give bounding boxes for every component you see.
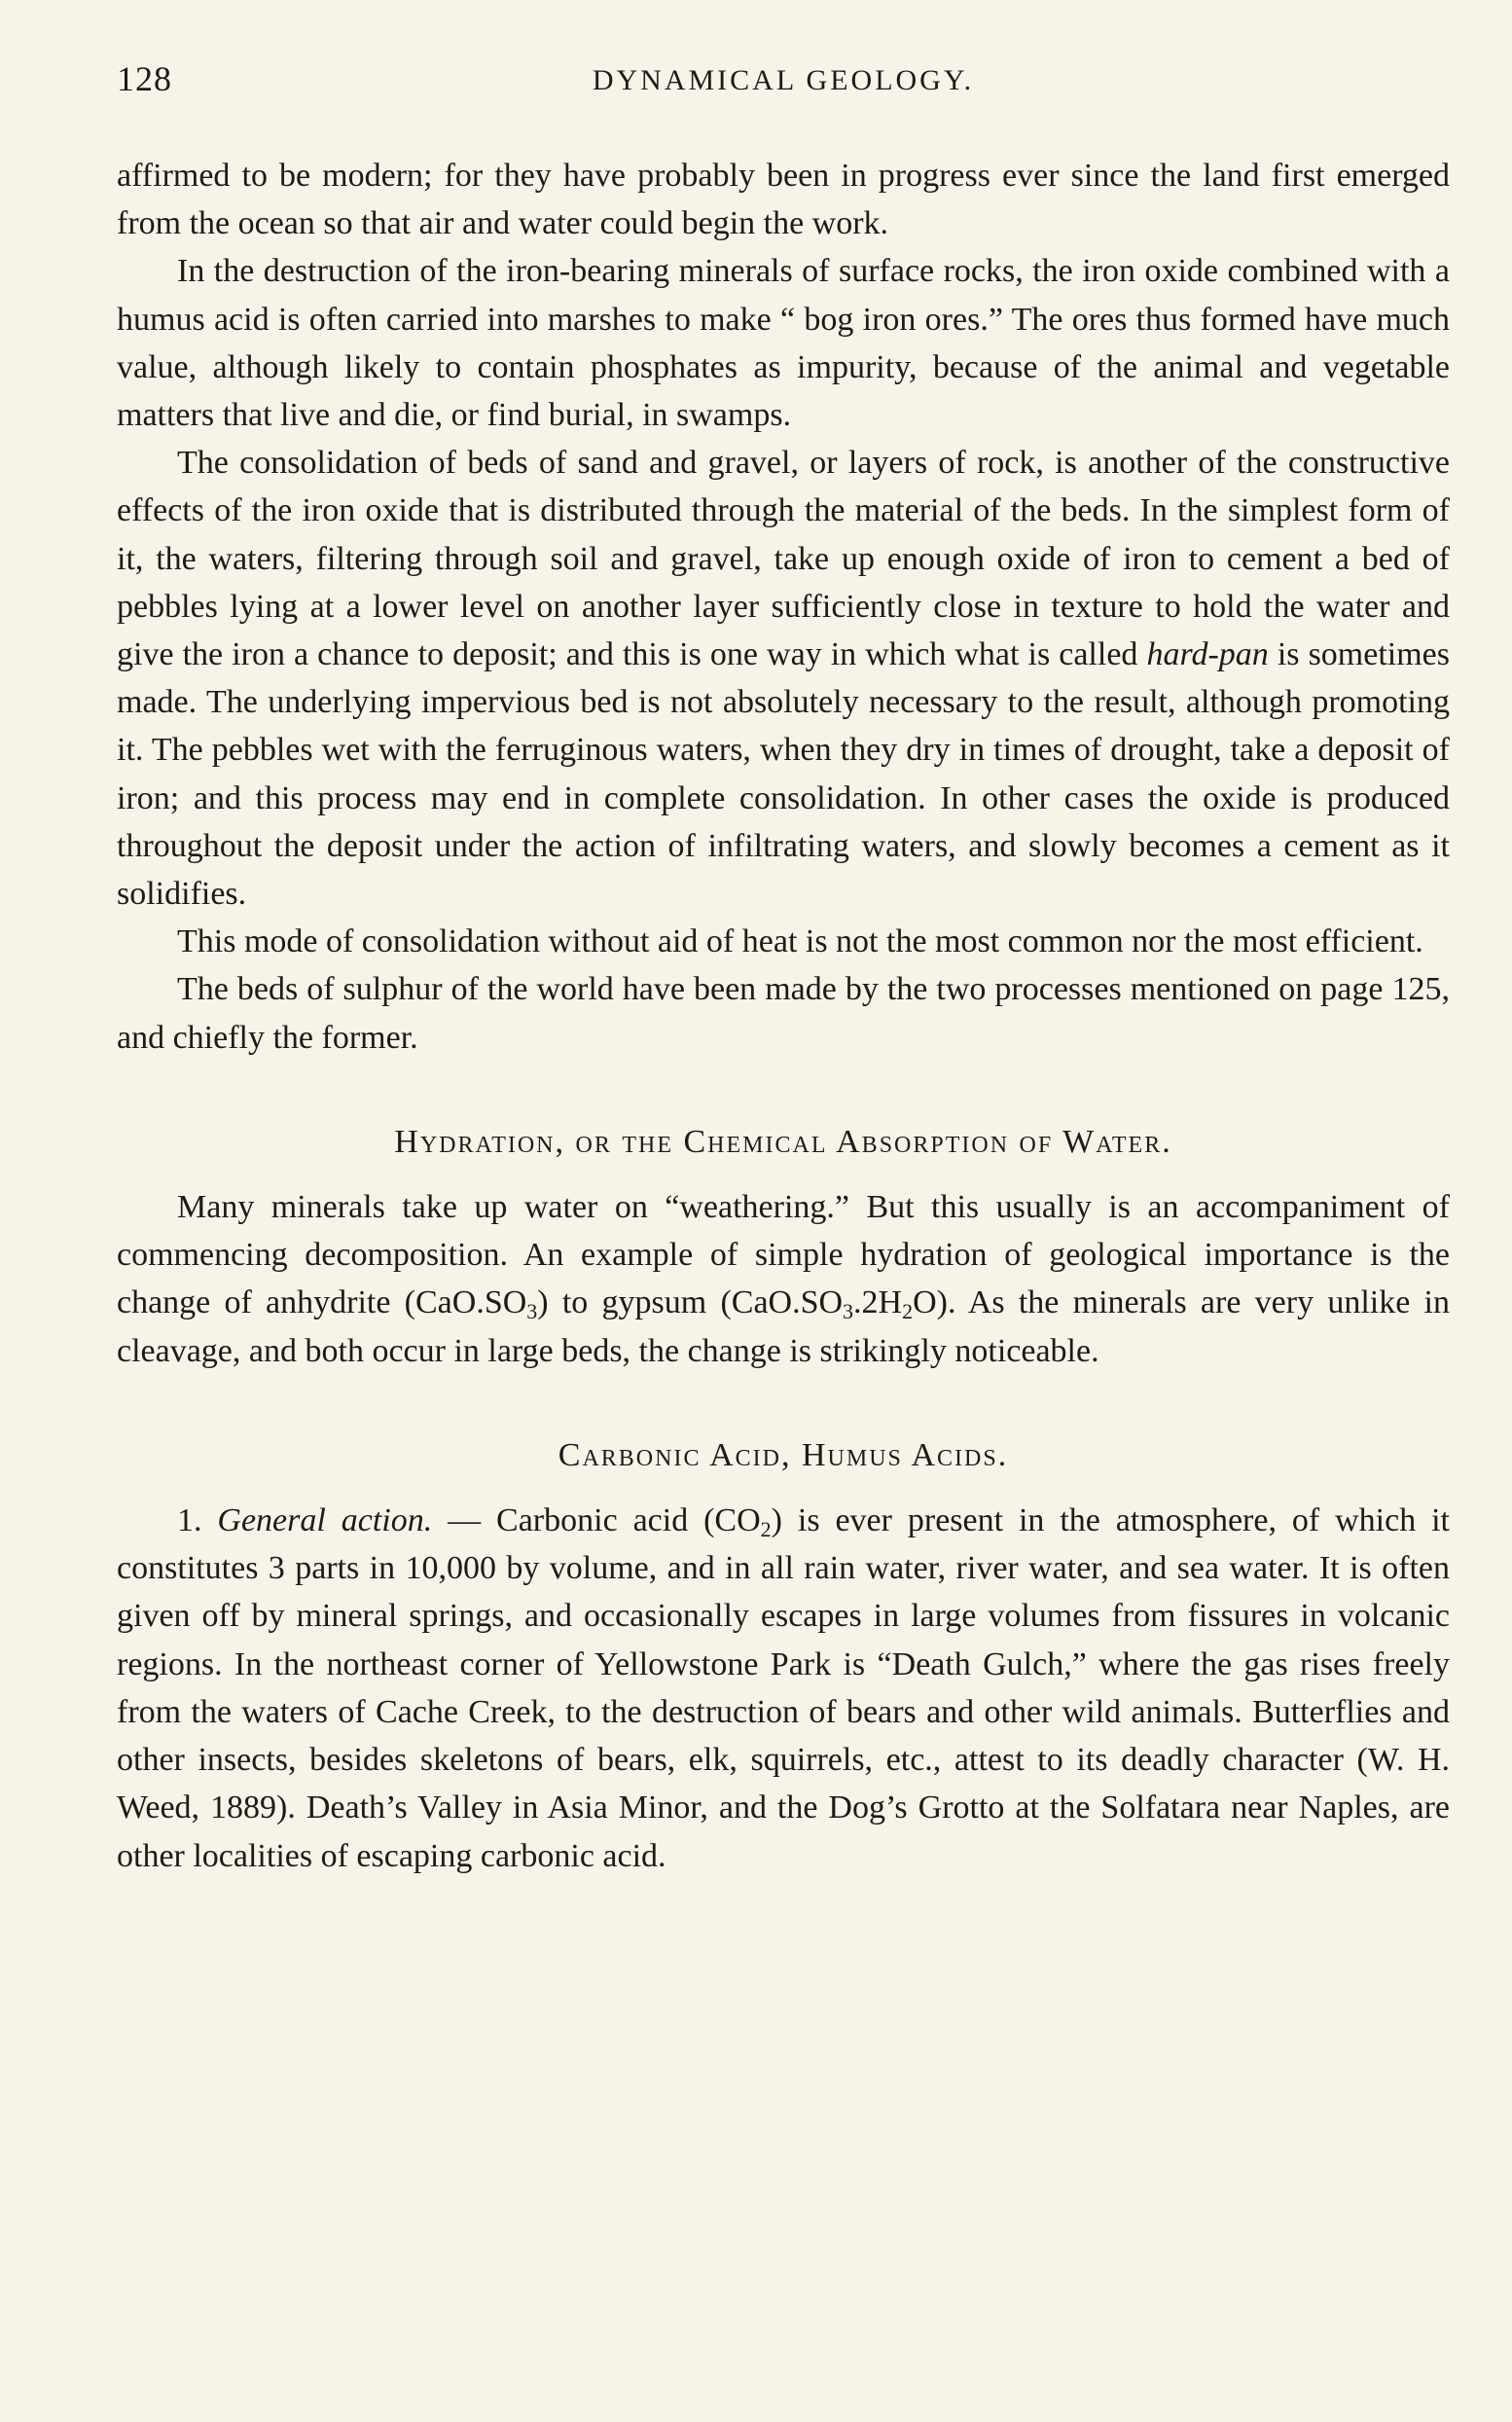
subscript: 2 bbox=[902, 1299, 914, 1324]
text-run: The consolidation of beds of sand and gravel, or layers of rock, is another of the constructive effects of the iron oxide that is distributed through the material of the beds. In the simplest form of it, the waters, filtering through soil and gravel, take up enough oxide of iron to cement a bed of pebbles lying at a lower level on another layer sufficiently close in texture to hold the water and give the iron a chance to deposit; and this is one way in which what is called bbox=[117, 445, 1450, 673]
text-run: .2H bbox=[853, 1284, 903, 1321]
page-header bbox=[117, 51, 1450, 119]
text-run: is sometimes made. The underlying impervious bed is not absolutely necessary to the result, although promoting it. The pebbles wet with the ferruginous waters, when they dry in times of drought, take a deposit of iron; and this process may end in complete consolidation. In other cases the oxide is produced throughout the deposit under the action of infiltrating waters, and slowly becomes a cement as it solidifies. bbox=[117, 636, 1451, 913]
subscript: 3 bbox=[526, 1299, 538, 1324]
section-heading-hydration: Hydration, or the Chemical Absorption of Water. bbox=[394, 1123, 1172, 1160]
italic-term: hard-pan bbox=[1146, 636, 1269, 673]
text-run: — Carbonic acid (CO bbox=[448, 1502, 761, 1539]
page-number: 128 bbox=[117, 59, 172, 98]
page-body bbox=[117, 152, 1450, 1880]
book-page bbox=[117, 51, 1450, 1880]
paragraph-sulphur: The beds of sulphur of the world have been made by the two processes mentioned on page 125, and chiefly the former. bbox=[117, 971, 1450, 1056]
paragraph-consolidation bbox=[117, 439, 1450, 918]
text-run: ) is ever present in the atmosphere, of which it constitutes 3 parts in 10,000 by volume, and in all rain water, river water, and sea water. It is often given off by mineral springs, and occasionally escapes in large volumes from fissures in volcanic regions. In the northeast corner of Yellowstone Park is “Death Gulch,” where the gas rises freely from the waters of Cache Creek, to the destruction of bears and other wild animals. Butterflies and other insects, besides skeletons of bears, elk, squirrels, etc., attest to its deadly character (W. H. Weed, 1889). Death’s Valley in Asia Minor, and the Dog’s Grotto at the Solfatara near Naples, are other localities of escaping carbonic acid. bbox=[117, 1502, 1450, 1874]
paragraph-mode: This mode of consolidation without aid of heat is not the most common nor the most efficient. bbox=[177, 923, 1423, 960]
text-run: O). As the minerals are very unlike in cleavage, and both occur in large beds, the change is strikingly noticeable. bbox=[117, 1284, 1450, 1369]
running-title: DYNAMICAL GEOLOGY. bbox=[592, 64, 975, 96]
paragraph-hydration bbox=[117, 1183, 1450, 1375]
item-number: 1. bbox=[177, 1502, 202, 1539]
text-run: ) to gypsum (CaO.SO bbox=[537, 1284, 844, 1321]
paragraph-continued: affirmed to be modern; for they have probably been in progress ever since the land first emerged from the ocean so that air and water could begin the work. bbox=[117, 158, 1450, 242]
text-run: Many minerals take up water on “weathering.” But this usually is an accompaniment of commencing decomposition. An example of simple hydration of geological importance is the change of anhydrite (CaO.SO bbox=[117, 1189, 1450, 1321]
subscript: 3 bbox=[843, 1299, 854, 1324]
paragraph-general-action bbox=[117, 1497, 1450, 1880]
section-heading-carbonic: Carbonic Acid, Humus Acids. bbox=[558, 1436, 1009, 1473]
italic-term: General action. bbox=[217, 1502, 433, 1539]
paragraph-bog-iron: In the destruction of the iron-bearing minerals of surface rocks, the iron oxide combined with a humus acid is often carried into marshes to make “ bog iron ores.” The ores thus formed have much value, although likely to contain phosphates as impurity, because of the animal and vegetable matters that live and die, or find burial, in swamps. bbox=[117, 253, 1450, 434]
subscript: 2 bbox=[760, 1517, 772, 1542]
